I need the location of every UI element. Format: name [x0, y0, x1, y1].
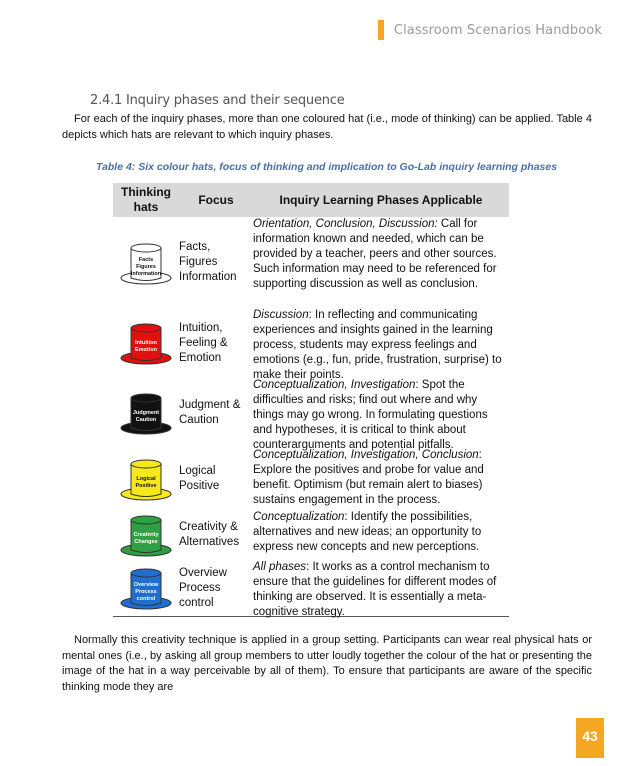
table-row	[113, 560, 509, 616]
hat-label: Overview	[133, 582, 159, 588]
table-row	[113, 217, 509, 308]
focus-cell: Creativity & Alternatives	[179, 521, 240, 548]
phase-description: : Spot the difficulties and risks; find out where and why things may go wrong. In formulating questions and hypotheses, it is critical to think about counterarguments and potential pitfalls.	[253, 379, 488, 451]
focus-cell: Intuition, Feeling & Emotion	[179, 321, 228, 364]
focus-cell: Judgment & Caution	[179, 399, 241, 426]
yellow-hat-icon	[120, 457, 172, 501]
focus-cell: Overview Process control	[179, 566, 227, 609]
phases-cell	[251, 217, 509, 308]
hat-label: Creativity	[133, 532, 159, 538]
hat-label: Facts	[138, 256, 154, 263]
table-caption: Table 4: Six colour hats, focus of thinking and implication to Go-Lab inquiry learning phases	[96, 161, 558, 173]
table-row	[113, 308, 509, 381]
hat-cell	[113, 217, 179, 308]
closing-paragraph-text: Normally this creativity technique is applied in a group setting. Participants can wear real physical hats or mental ones (i.e., by asking all group members to utter loudly together the colour of the hat or presenting the image of the hat in a way perceivable by all of them). To ensure that participants are aware of the specific thinking mode they are	[62, 634, 592, 693]
section-heading: 2.4.1 Inquiry phases and their sequence	[90, 93, 345, 108]
hat-cell	[113, 308, 179, 378]
phase-names: All phases	[253, 561, 307, 573]
hat-label: Process	[135, 589, 157, 595]
header-phases: Inquiry Learning Phases Applicable	[279, 193, 483, 207]
hat-cell	[113, 378, 179, 448]
hat-label: Emotion	[135, 347, 157, 353]
hat-label: control	[136, 596, 156, 602]
hat-cell	[113, 560, 179, 616]
phase-names: Conceptualization	[253, 511, 345, 523]
phases-cell	[251, 510, 509, 560]
hat-label: Information	[130, 270, 162, 277]
hat-label: Intuition	[135, 340, 157, 346]
phases-cell	[251, 308, 509, 381]
table-row	[113, 510, 509, 560]
phases-cell	[251, 560, 509, 616]
phase-names: Orientation, Conclusion, Discussion:	[253, 218, 438, 230]
focus-cell: Facts, Figures Information	[179, 241, 237, 283]
hat-cell	[113, 510, 179, 560]
hat-label: Caution	[135, 417, 157, 423]
table-body	[113, 217, 509, 616]
green-hat-icon	[120, 513, 172, 557]
blue-hat-icon	[120, 566, 172, 610]
black-hat-icon	[120, 391, 172, 435]
table-header-row	[113, 183, 509, 217]
phase-description: : In reflecting and communicating experiences and insights gained in the learning process, students may express feelings and emotions (e.g., fun, pride, frustration, surprise) to make their points.	[253, 309, 502, 381]
intro-paragraph	[62, 112, 592, 143]
header-accent-bar	[378, 20, 384, 40]
header-title: Classroom Scenarios Handbook	[393, 22, 602, 38]
hat-cell	[113, 448, 179, 510]
phases-cell	[251, 378, 509, 451]
running-header	[378, 20, 602, 40]
phase-description: : It works as a control mechanism to ensure that the guidelines for different modes of thinking are observed. It is essentially a meta-cognitive strategy.	[253, 561, 497, 618]
header-focus: Focus	[198, 193, 234, 207]
header-thinking-hats: Thinking hats	[121, 185, 171, 214]
phase-description: : Identify the possibilities, alternatives and new ideas; an opportunity to express new concepts and new perceptions.	[253, 511, 482, 553]
hat-label: Logical	[136, 476, 156, 482]
intro-paragraph-text: For each of the inquiry phases, more than one coloured hat (i.e., mode of thinking) can be applied. Table 4 depicts which hats are relevant to which inquiry phases.	[62, 113, 592, 141]
phases-cell	[251, 448, 509, 510]
closing-paragraph	[62, 633, 592, 695]
phase-description: Call for information known and needed, which can be provided by a teacher, peers and other sources. Such information may need to be referenced for supporting discussion as well as conclusion.	[253, 218, 497, 290]
phase-names: Conceptualization, Investigation, Conclusion	[253, 449, 479, 461]
table-row	[113, 448, 509, 510]
red-hat-icon	[120, 321, 172, 365]
page-number: 43	[576, 718, 604, 758]
phase-description: : Explore the positives and probe for value and benefit. Optimism (but remain alert to biases) sustains engagement in the process.	[253, 449, 484, 506]
phase-names: Discussion	[253, 309, 309, 321]
hat-label: Positive	[135, 483, 157, 489]
hat-label: Figures	[136, 263, 156, 270]
hat-label: Judgment	[132, 410, 160, 416]
focus-cell: Logical Positive	[179, 465, 220, 492]
hat-label: Changes	[134, 539, 158, 545]
phase-names: Conceptualization, Investigation	[253, 379, 416, 391]
hats-table	[113, 183, 509, 617]
white-hat-icon	[120, 241, 172, 285]
table-row	[113, 378, 509, 451]
